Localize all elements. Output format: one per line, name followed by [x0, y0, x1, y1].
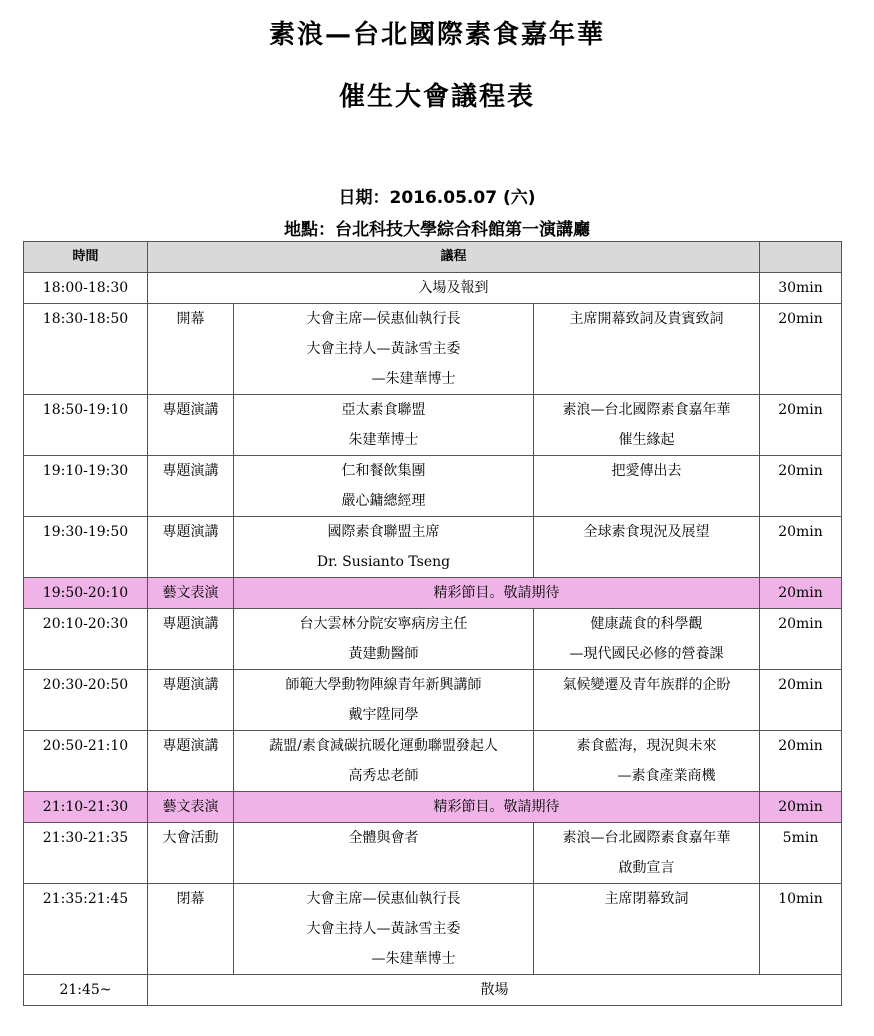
- topic-line: 催生緣起: [618, 432, 675, 448]
- row-people: [234, 304, 534, 395]
- row-time: 20:10-20:30: [24, 609, 148, 670]
- row-merged: 精彩節目。敬請期待: [234, 578, 760, 609]
- row-duration: 20min: [760, 517, 842, 578]
- table-row: [24, 304, 842, 395]
- table-row: [24, 517, 842, 578]
- row-time: 18:30-18:50: [24, 304, 148, 395]
- table-row: [24, 884, 842, 975]
- row-people: [234, 456, 534, 517]
- row-time: 18:00-18:30: [24, 273, 148, 304]
- row-type: 專題演講: [148, 670, 234, 731]
- row-type: 專題演講: [148, 731, 234, 792]
- row-people: [234, 517, 534, 578]
- row-topic: [534, 517, 760, 578]
- row-time: 19:30-19:50: [24, 517, 148, 578]
- row-people: [234, 884, 534, 975]
- row-time: 20:30-20:50: [24, 670, 148, 731]
- table-row: [24, 273, 842, 304]
- row-type: 專題演講: [148, 395, 234, 456]
- table-row: [24, 823, 842, 884]
- row-type: 專題演講: [148, 517, 234, 578]
- row-duration: 30min: [760, 273, 842, 304]
- people-line: 國際素食聯盟主席: [327, 524, 440, 540]
- agenda-table: [23, 241, 842, 1006]
- row-type: 專題演講: [148, 456, 234, 517]
- row-type: 藝文表演: [148, 792, 234, 823]
- row-duration: 20min: [760, 304, 842, 395]
- row-people: [234, 823, 534, 884]
- event-venue: 地點：台北科技大學綜合科館第一演講廳: [284, 220, 590, 240]
- topic-line: 全球素食現況及展望: [583, 524, 710, 540]
- row-topic: [534, 609, 760, 670]
- header-duration: [760, 242, 842, 273]
- row-duration: 20min: [760, 670, 842, 731]
- row-people: [234, 395, 534, 456]
- row-topic: [534, 731, 760, 792]
- header-agenda: 議程: [148, 242, 760, 273]
- row-type: 開幕: [148, 304, 234, 395]
- row-type: 藝文表演: [148, 578, 234, 609]
- people-line: —朱建華博士: [371, 371, 456, 387]
- people-line: 戴宇陞同學: [348, 707, 419, 723]
- table-row: [24, 609, 842, 670]
- table-row-performance: [24, 578, 842, 609]
- topic-line: 健康蔬食的科學觀: [590, 616, 703, 632]
- row-time: 21:10-21:30: [24, 792, 148, 823]
- row-people: [234, 670, 534, 731]
- row-closing: 散場: [148, 975, 842, 1006]
- row-people: [234, 731, 534, 792]
- row-duration: 20min: [760, 395, 842, 456]
- table-row-performance: [24, 792, 842, 823]
- people-line: 朱建華博士: [348, 432, 419, 448]
- people-line: 大會主席—侯惠仙執行長: [306, 891, 461, 907]
- topic-line: 把愛傳出去: [611, 463, 682, 479]
- row-topic: [534, 304, 760, 395]
- row-type: 大會活動: [148, 823, 234, 884]
- row-people: [234, 609, 534, 670]
- people-line: 全體與會者: [348, 830, 419, 846]
- row-time: 21:35:21:45: [24, 884, 148, 975]
- document-subtitle: 催生大會議程表: [338, 82, 535, 112]
- topic-line: 氣候變遷及青年族群的企盼: [562, 677, 731, 693]
- row-duration: 5min: [760, 823, 842, 884]
- people-line: 大會主持人—黃詠雪主委: [306, 341, 461, 357]
- row-topic: [534, 456, 760, 517]
- topic-line: —素食產業商機: [617, 768, 716, 784]
- people-line: 嚴心鏞總經理: [341, 493, 426, 509]
- row-duration: 20min: [760, 792, 842, 823]
- table-row: [24, 670, 842, 731]
- row-time: 19:50-20:10: [24, 578, 148, 609]
- row-time: 21:45~: [24, 975, 148, 1006]
- people-line: 黃建勳醫師: [348, 646, 419, 662]
- document-title: 素浪—台北國際素食嘉年華: [268, 20, 605, 50]
- people-line: 蔬盟/素食減碳抗暖化運動聯盟發起人: [269, 738, 498, 754]
- row-merged: 入場及報到: [148, 273, 760, 304]
- topic-line: 啟動宣言: [618, 860, 675, 876]
- people-line: 亞太素食聯盟: [341, 402, 426, 418]
- row-duration: 20min: [760, 456, 842, 517]
- table-row: [24, 395, 842, 456]
- topic-line: 主席閉幕致詞: [604, 891, 689, 907]
- people-line: 師範大學動物陣線青年新興講師: [285, 677, 482, 693]
- row-type: 專題演講: [148, 609, 234, 670]
- row-duration: 10min: [760, 884, 842, 975]
- row-topic: [534, 395, 760, 456]
- row-topic: [534, 884, 760, 975]
- row-time: 18:50-19:10: [24, 395, 148, 456]
- header-time: 時間: [24, 242, 148, 273]
- row-time: 21:30-21:35: [24, 823, 148, 884]
- people-line: 大會主席—侯惠仙執行長: [306, 311, 461, 327]
- table-row: [24, 731, 842, 792]
- table-row-closing: [24, 975, 842, 1006]
- row-duration: 20min: [760, 578, 842, 609]
- topic-line: —現代國民必修的營養課: [569, 646, 724, 662]
- topic-line: 素浪—台北國際素食嘉年華: [562, 402, 731, 418]
- row-merged: 精彩節目。敬請期待: [234, 792, 760, 823]
- event-date: 日期：2016.05.07 (六): [338, 188, 536, 208]
- row-time: 20:50-21:10: [24, 731, 148, 792]
- row-time: 19:10-19:30: [24, 456, 148, 517]
- row-duration: 20min: [760, 731, 842, 792]
- people-line: —朱建華博士: [371, 951, 456, 967]
- people-line: Dr. Susianto Tseng: [316, 554, 451, 570]
- topic-line: 主席開幕致詞及貴賓致詞: [569, 311, 724, 327]
- table-row: [24, 456, 842, 517]
- row-duration: 20min: [760, 609, 842, 670]
- row-topic: [534, 670, 760, 731]
- people-line: 大會主持人—黃詠雪主委: [306, 921, 461, 937]
- people-line: 仁和餐飲集團: [341, 463, 426, 479]
- topic-line: 素浪—台北國際素食嘉年華: [562, 830, 731, 846]
- row-type: 閉幕: [148, 884, 234, 975]
- people-line: 台大雲林分院安寧病房主任: [299, 616, 468, 632]
- table-header-row: [24, 242, 842, 273]
- people-line: 高秀忠老師: [348, 768, 419, 784]
- row-topic: [534, 823, 760, 884]
- topic-line: 素食藍海，現況與未來: [576, 738, 717, 754]
